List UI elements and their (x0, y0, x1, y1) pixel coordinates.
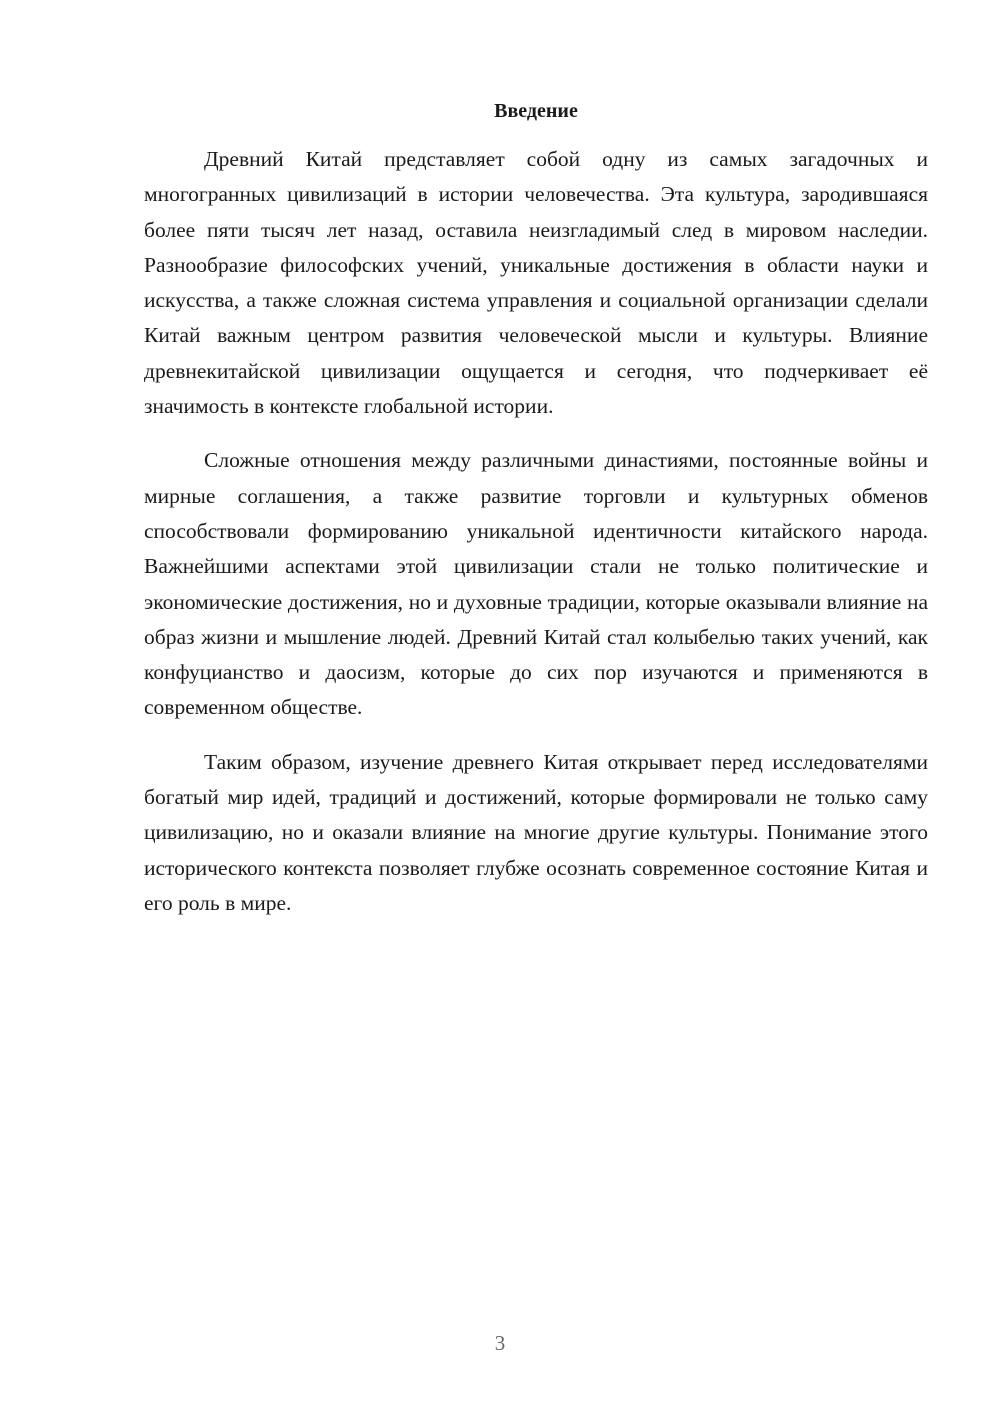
page-title: Введение (494, 100, 578, 122)
page-number: 3 (494, 1331, 506, 1355)
paragraph-3: Таким образом, изучение древнего Китая открывает перед исследователями богатый мир идей, традиций и достижений, которые формировали не только саму цивилизацию, но и оказали влияние на многие другие культуры. Понимание этого исторического контекста позволяет глубже осознать современное состояние Китая и его роль в мире. (144, 749, 928, 915)
paragraph-1: Древний Китай представляет собой одну из самых загадочных и многогранных цивилизаций в истории человечества. Эта культура, зародившаяся более пяти тысяч лет назад, оставила неизгладимый след в мировом наследии. Разнообразие философских учений, уникальные достижения в области науки и искусства, а также сложная система управления и социальной организации сделали Китай важным центром развития человеческой мысли и культуры. Влияние древнекитайской цивилизации ощущается и сегодня, что подчеркивает её значимость в контексте глобальной истории. (144, 147, 928, 419)
paragraph-2: Сложные отношения между различными династиями, постоянные войны и мирные соглашения, а также развитие торговли и культурных обменов способствовали формированию уникальной идентичности китайского народа. Важнейшими аспектами этой цивилизации стали не только политические и экономические достижения, но и духовные традиции, которые оказывали влияние на образ жизни и мышление людей. Древний Китай стал колыбелью таких учений, как конфуцианство и даосизм, которые до сих пор изучаются и применяются в современном обществе. (144, 448, 928, 720)
body-text (144, 142, 928, 921)
